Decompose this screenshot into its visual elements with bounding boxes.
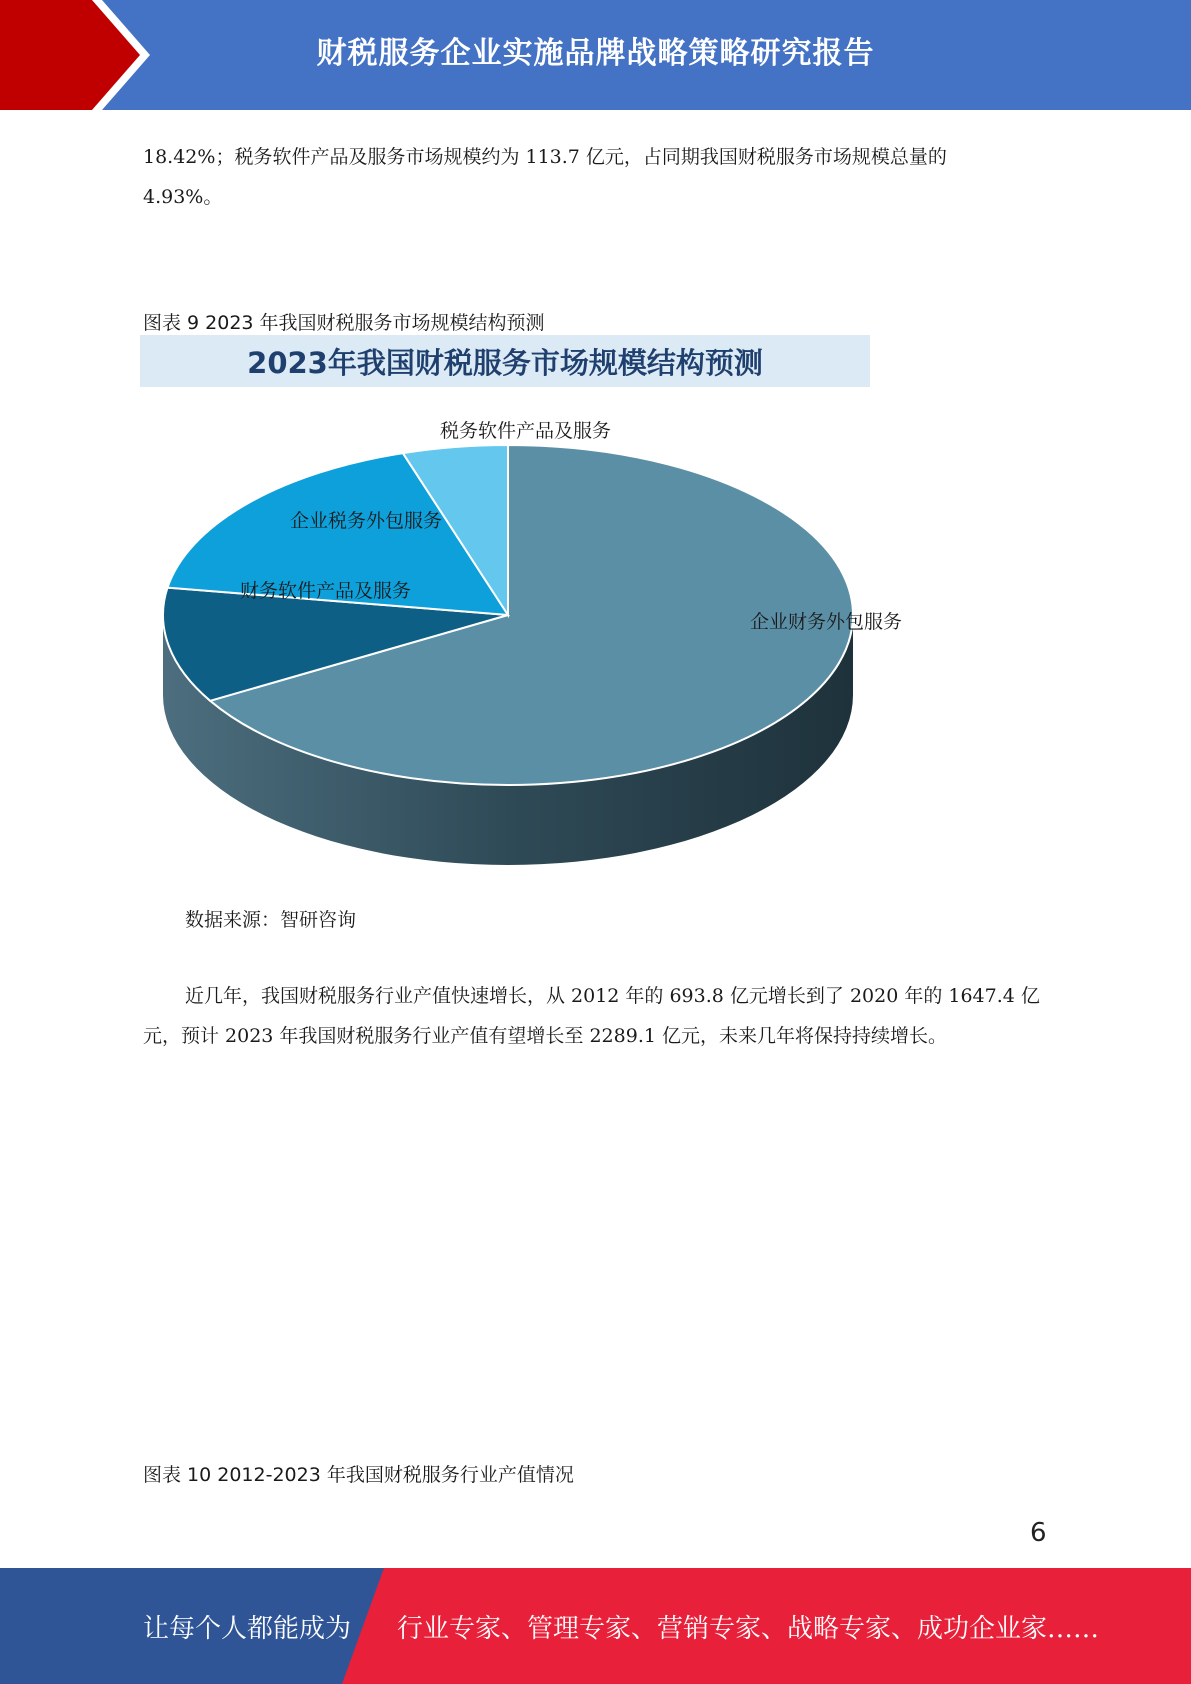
figure-10-caption: 图表 10 2012-2023 年我国财税服务行业产值情况 xyxy=(143,1464,574,1486)
chart-title: 2023年我国财税服务市场规模结构预测 xyxy=(247,345,763,380)
footer-slogan-right: 行业专家、管理专家、营销专家、战略专家、成功企业家…… xyxy=(397,1613,1100,1644)
page-footer xyxy=(0,1568,1191,1684)
report-title: 财税服务企业实施品牌战略策略研究报告 xyxy=(316,36,875,71)
pie-slice-label: 财务软件产品及服务 xyxy=(240,580,412,602)
paragraph-line: 4.93%。 xyxy=(143,186,223,208)
pie-slice-label: 企业财务外包服务 xyxy=(750,611,903,633)
pie-slice-label: 税务软件产品及服务 xyxy=(440,420,612,442)
pie-chart-svg xyxy=(140,335,903,895)
data-source: 数据来源：智研咨询 xyxy=(185,909,357,931)
page-number: 6 xyxy=(1030,1518,1047,1548)
page-header xyxy=(0,0,1191,110)
pie-chart xyxy=(140,335,903,895)
pie-slice-label: 企业税务外包服务 xyxy=(290,510,443,532)
footer-slogan-left: 让每个人都能成为 xyxy=(143,1613,352,1644)
figure-9-caption: 图表 9 2023 年我国财税服务市场规模结构预测 xyxy=(143,312,545,334)
paragraph: 近几年，我国财税服务行业产值快速增长，从 2012 年的 693.8 亿元增长到了 2020 年的 1647.4 亿元，预计 2023 年我国财税服务行业产值有望增长至 2289.1 亿元，未来几年将保持持续增长。 xyxy=(143,985,1040,1047)
paragraph-line: 18.42%；税务软件产品及服务市场规模约为 113.7 亿元，占同期我国财税服务市场规模总量的 xyxy=(143,146,947,168)
